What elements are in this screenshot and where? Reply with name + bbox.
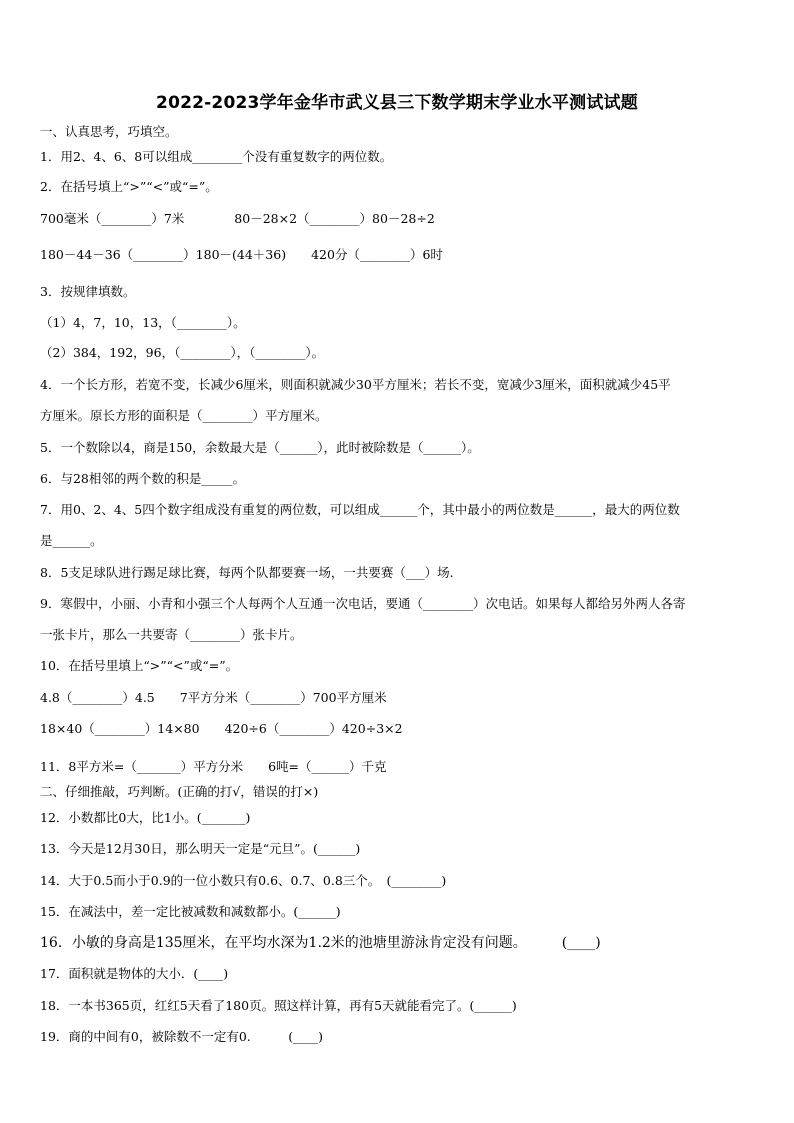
section-heading-judge: 二、仔细推敲，巧判断。(正确的打√，错误的打×): [40, 784, 319, 799]
question-7-line-2: 是______。: [40, 533, 103, 548]
question-10-row-2: 18×40（________）14×80 420÷6（________）420÷3×2: [40, 721, 403, 736]
question-12: 12．小数都比0大，比1小。(_______): [40, 810, 251, 825]
question-5: 5．一个数除以4，商是150，余数最大是（______），此时被除数是（______）。: [40, 440, 480, 455]
question-3: 3．按规律填数。: [40, 284, 136, 299]
question-10-row-1: 4.8（________）4.5 7平方分米（________）700平方厘米: [40, 690, 387, 705]
question-4-line-2: 方厘米。原长方形的面积是（________）平方厘米。: [40, 408, 328, 423]
question-18: 18．一本书365页，红红5天看了180页。照这样计算，再有5天就能看完了。(______): [40, 998, 517, 1013]
question-6: 6．与28相邻的两个数的积是_____。: [40, 471, 246, 486]
section-heading-fill-in: 一、认真思考，巧填空。: [40, 124, 178, 139]
question-2: 2．在括号填上“>”“<”或“=”。: [40, 179, 218, 194]
question-2-row-1: 700毫米（________）7米 80－28×2（________）80－28÷2: [40, 211, 435, 226]
question-13: 13．今天是12月30日，那么明天一定是“元旦”。(______): [40, 841, 361, 856]
question-3-part-1: （1）4，7，10，13，（________）。: [40, 315, 246, 330]
question-14: 14．大于0.5而小于0.9的一位小数只有0.6、0.7、0.8三个。 (________): [40, 873, 447, 888]
question-15: 15．在减法中，差一定比被减数和减数都小。(______): [40, 904, 341, 919]
question-9-line-1: 9．寒假中，小丽、小青和小强三个人每两个人互通一次电话，要通（________）次电话。如果每人都给另外两人各寄: [40, 596, 686, 611]
page-title: 2022-2023学年金华市武义县三下数学期末学业水平测试试题: [156, 93, 638, 113]
question-11: 11．8平方米=（_______）平方分米 6吨=（______）千克: [40, 759, 387, 774]
question-9-line-2: 一张卡片，那么一共要寄（________）张卡片。: [40, 627, 303, 642]
question-3-part-2: （2）384，192，96，（________），（________）。: [40, 345, 325, 360]
question-10: 10．在括号里填上“>”“<”或“=”。: [40, 658, 239, 673]
question-1: 1．用2、4、6、8可以组成________个没有重复数字的两位数。: [40, 149, 393, 164]
question-19: 19．商的中间有0，被除数不一定有0. (____): [40, 1029, 324, 1044]
question-16: 16．小敏的身高是135厘米，在平均水深为1.2米的池塘里游泳肯定没有问题。 (____): [40, 935, 601, 951]
question-4-line-1: 4．一个长方形，若宽不变，长减少6厘米，则面积就减少30平方厘米；若长不变，宽减少3厘米，面积就减少45平: [40, 377, 671, 392]
question-8: 8．5支足球队进行踢足球比赛，每两个队都要赛一场，一共要赛（___）场.: [40, 565, 454, 580]
question-7-line-1: 7．用0、2、4、5四个数字组成没有重复的两位数，可以组成______个，其中最小的两位数是______，最大的两位数: [40, 502, 680, 517]
question-2-row-2: 180－44－36（________）180－(44＋36) 420分（________）6时: [40, 247, 443, 262]
question-17: 17．面积就是物体的大小．(____): [40, 966, 229, 981]
